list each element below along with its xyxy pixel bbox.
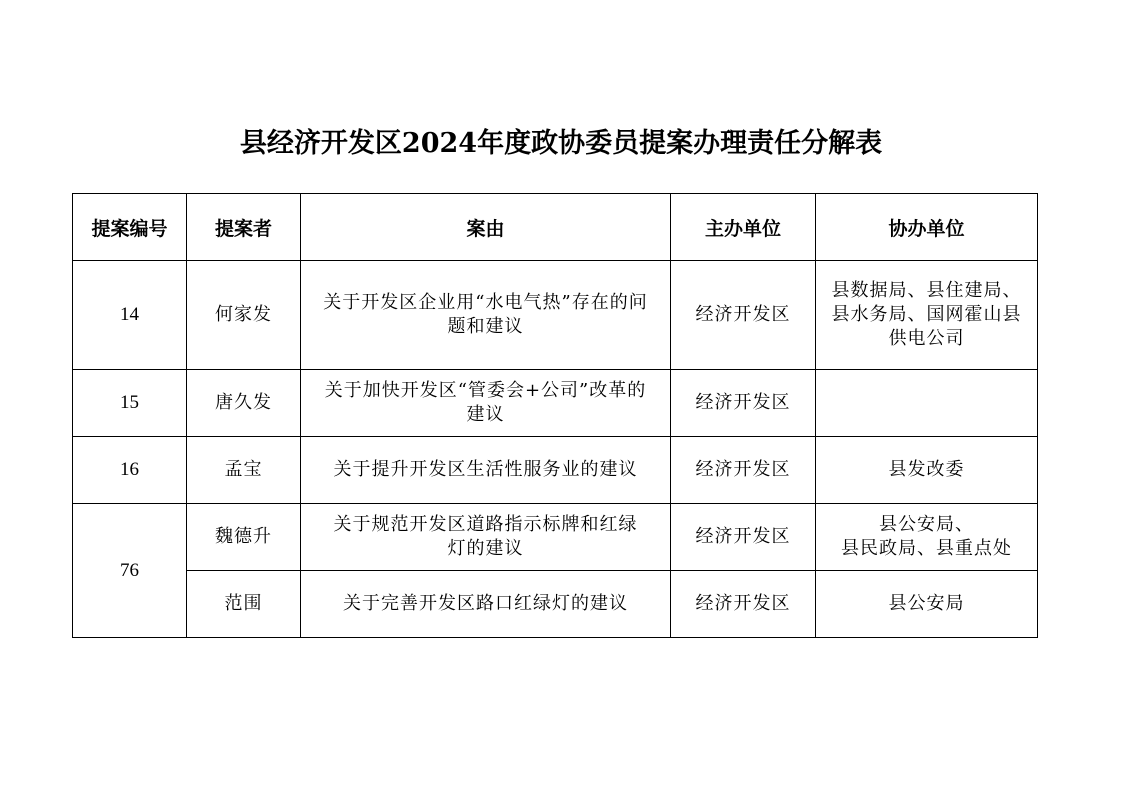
lead-unit: 经济开发区 [671,370,816,437]
proposer-name: 唐久发 [187,370,301,437]
proposal-number: 16 [73,437,187,504]
table-row [73,261,1038,370]
table-row [73,504,1038,571]
proposer-name: 魏德升 [187,504,301,571]
header-proposer: 提案者 [187,194,301,261]
assist-line: 县民政局、县重点处 [841,538,1012,559]
table-row [73,370,1038,437]
assist-unit [816,261,1038,370]
assist-line: 供电公司 [888,328,965,349]
proposal-subject [301,571,671,638]
assist-line: 县水务局、国网霍山县 [831,304,1022,325]
proposal-table [72,193,1038,638]
assist-line: 县数据局、县住建局、 [831,280,1022,301]
header-assist-unit: 协办单位 [816,194,1038,261]
subject-line: 题和建议 [447,316,524,337]
assist-line: 县公安局、 [879,514,974,535]
assist-line: 县公安局 [888,593,965,614]
proposal-subject [301,261,671,370]
subject-line: 关于加快开发区“管委会+公司”改革的 [324,380,647,401]
subject-line: 关于完善开发区路口红绿灯的建议 [343,593,628,614]
proposal-number: 76 [73,504,187,638]
table-row [73,571,1038,638]
lead-unit: 经济开发区 [671,437,816,504]
assist-unit [816,370,1038,437]
table-header-row [73,194,1038,261]
proposal-subject [301,437,671,504]
header-subject: 案由 [301,194,671,261]
lead-unit: 经济开发区 [671,261,816,370]
assist-line: 县发改委 [888,459,965,480]
proposal-subject [301,370,671,437]
subject-line: 建议 [466,404,505,425]
assist-unit [816,437,1038,504]
proposal-subject [301,504,671,571]
subject-line: 关于提升开发区生活性服务业的建议 [333,459,638,480]
subject-line: 关于规范开发区道路指示标牌和红绿 [333,514,638,535]
assist-unit [816,571,1038,638]
subject-line: 灯的建议 [447,538,524,559]
proposal-number: 14 [73,261,187,370]
proposer-name: 何家发 [187,261,301,370]
document-title: 县经济开发区2024年度政协委员提案办理责任分解表 [239,128,883,159]
assist-unit [816,504,1038,571]
proposer-name: 孟宝 [187,437,301,504]
header-proposal-number: 提案编号 [73,194,187,261]
proposal-number: 15 [73,370,187,437]
header-lead-unit: 主办单位 [671,194,816,261]
table-row [73,437,1038,504]
subject-line: 关于开发区企业用“水电气热”存在的问 [323,292,648,313]
lead-unit: 经济开发区 [671,504,816,571]
proposer-name: 范围 [187,571,301,638]
lead-unit: 经济开发区 [671,571,816,638]
